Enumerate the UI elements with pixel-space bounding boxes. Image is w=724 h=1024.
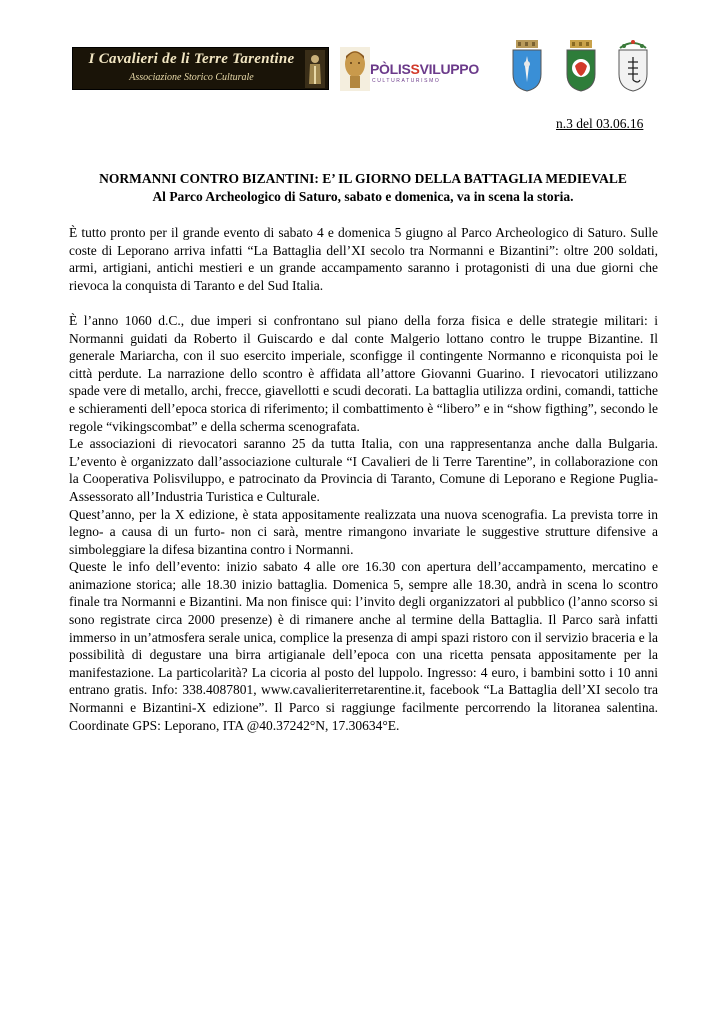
document-subtitle: Al Parco Archeologico di Saturo, sabato e domenica, va in scena la storia. <box>152 189 574 204</box>
statue-head-icon <box>340 47 370 91</box>
provincia-taranto-crest-icon <box>616 40 650 92</box>
paragraph: Queste le info dell’evento: inizio sabato 4 alle ore 16.30 con apertura dell’accampamento, mercatino e animazione storica; alle 18.30 inizio battaglia. Domenica 5, sempre alle 18.30, andrà in scena lo scontro finale tra Normanni e Bizantini. Ma non finisce qui: l’invito degli organizzatori al pubblico (l’anno scorso si sono registrate circa 2000 presenze) è di rimanere anche al termine della Battaglia. Il Parco sarà infatti immerso in un’atmosfera serale unica, complice la presenza di ampi spazi ristoro con il servizio braceria e la possibilità di degustare una birra artigianale dell’epoca con una ricetta pensata appositamente per la manifestazione. La particolarità? La cicoria al posto del luppolo. Ingresso: 4 euro, i bambini sotto i 10 anni entrano gratis. Info: 338.4087801, www.cavalieriterretarentine.it, facebook “La Battaglia dell’XI secolo tra Normanni e Bizantini-X edizione”. Il Parco si raggiunge facilmente percorrendo la litoranea salentina. Coordinate GPS: Leporano, ITA @40.37242°N, 17.30634°E. <box>69 559 658 733</box>
knight-icon <box>305 50 325 88</box>
polisviluppo-name: PÒLISSVILUPPO <box>370 61 479 77</box>
logo-title: I Cavalieri de li Terre Tarentine <box>88 51 295 67</box>
paragraph: È l’anno 1060 d.C., due imperi si confrontano sul piano della forza fisica e delle strategie militari: i Normanni guidati da Roberto il Guiscardo e dal conte Malgerio lottano contro le truppe Bizantine. Il generale Mariarcha, con il suo esercito imperiale, sconfigge il contingente Normanno e riconquista poi le città perdute. La narrazione dello scontro è affidata all’attore Giovanni Guarino. I rievocatori utilizzano spade vere di metallo, archi, frecce, giavellotti e scudi decorati. La battaglia utilizza ordini, comandi, tattiche e schieramenti dell’epoca storica di riferimento; il combattimento è “libero” e in “show figthing”, secondo le regole “vikingscombat” e della scherma scenografata. <box>69 312 658 434</box>
cavalieri-logo <box>72 47 329 90</box>
paragraph: È tutto pronto per il grande evento di sabato 4 e domenica 5 giugno al Parco Archeologico di Saturo. Sulle coste di Leporano arriva infatti “La Battaglia dell’XI secolo tra Normanni e Bizantini”: oltre 200 soldati, armi, artigiani, antichi mestieri e un grande accampamento saranno i protagonisti di una due giorni che rievoca la conquista di Taranto e del Sud Italia. <box>69 225 658 293</box>
paragraph: Quest’anno, per la X edizione, è stata appositamente realizzata una nuova scenografia. La prevista torre in legno- a causa di un furto- non ci sarà, mentre rimangono invariate le suggestive strutture difensive a simboleggiare la difesa bizantina contro i Normanni. <box>69 506 658 557</box>
document-title: NORMANNI CONTRO BIZANTINI: E’ IL GIORNO DELLA BATTAGLIA MEDIEVALE <box>99 171 627 186</box>
polisviluppo-logo <box>340 45 490 95</box>
logo-subtitle: Associazione Storico Culturale <box>129 72 254 83</box>
document-body <box>69 224 658 734</box>
regione-puglia-crest-icon <box>564 40 598 92</box>
comune-crest-icon <box>510 40 544 92</box>
document-reference: n.3 del 03.06.16 <box>556 116 644 131</box>
page-header <box>0 30 724 100</box>
polisviluppo-tagline: CULTURATURISMO <box>372 78 441 84</box>
paragraph: Le associazioni di rievocatori saranno 25 da tutta Italia, con una rappresentanza anche dalla Bulgaria. L’evento è organizzato dall’associazione culturale “I Cavalieri de li Terre Tarentine”, in collaborazione con la Cooperativa Polisviluppo, e patrocinato da Provincia di Taranto, Comune di Leporano e Regione Puglia- Assessorato all’Industria Turistica e Culturale. <box>69 436 658 504</box>
